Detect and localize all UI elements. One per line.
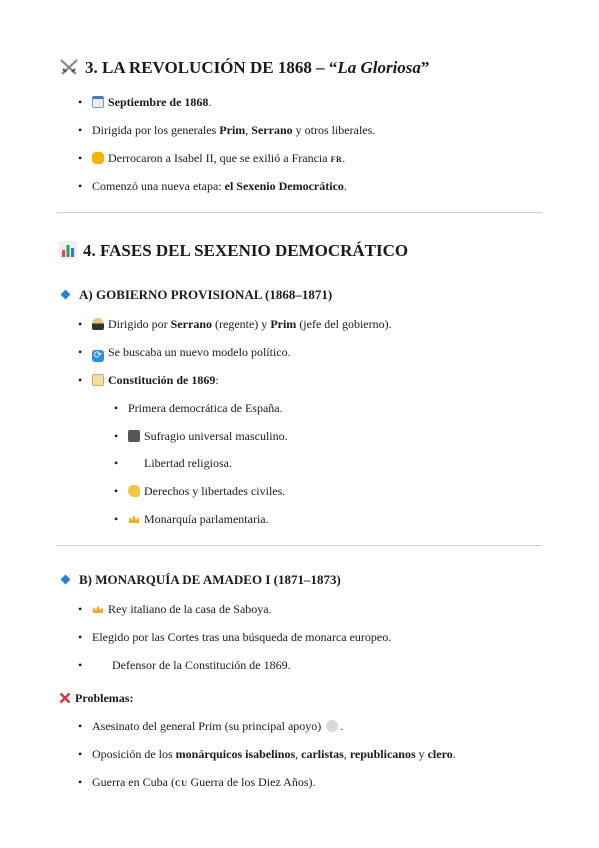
list-item: • Guerra en Cuba (CU Guerra de los Diez Años). — [92, 775, 316, 791]
list-item: • Derechos y libertades civiles. — [128, 484, 285, 498]
diamond-icon — [61, 290, 71, 300]
section-3-heading: 3. LA REVOLUCIÓN DE 1868 – “La Gloriosa” — [59, 58, 429, 78]
cross-mark-icon — [59, 692, 71, 704]
list-item: • Comenzó una nueva etapa: el Sexenio Democrático. — [92, 179, 347, 193]
list-item: • Rey italiano de la casa de Saboya. — [92, 602, 272, 616]
list-item: • Septiembre de 1868. — [92, 95, 211, 109]
list-item: • Oposición de los monárquicos isabelinos, carlistas, republicanos y clero. — [92, 747, 456, 761]
list-item: • Dirigida por los generales Prim, Serrano y otros liberales. — [92, 123, 375, 137]
scroll-icon — [92, 374, 104, 386]
crown-icon — [92, 603, 104, 615]
hand-icon — [128, 485, 140, 497]
crown-icon — [128, 513, 140, 525]
bar-chart-icon — [59, 241, 77, 259]
list-item: • ⟳ Se buscaba un nuevo modelo político. — [92, 345, 291, 362]
list-item: • Libertad religiosa. — [128, 456, 232, 470]
list-item: • Constitución de 1869: — [92, 373, 219, 387]
calendar-icon — [92, 96, 104, 108]
list-item: • Sufragio universal masculino. — [128, 429, 288, 443]
subsection-a-heading: A) GOBIERNO PROVISIONAL (1868–1871) — [62, 287, 332, 303]
person-icon — [92, 318, 104, 330]
list-item: • Elegido por las Cortes tras una búsqueda de monarca europeo. — [92, 630, 391, 644]
section-4-heading: 4. FASES DEL SEXENIO DEMOCRÁTICO — [59, 241, 408, 261]
raised-fist-icon — [92, 152, 104, 164]
list-item: • Defensor de la Constitución de 1869. — [92, 658, 291, 672]
ballot-icon — [128, 430, 140, 442]
subsection-b-heading: B) MONARQUÍA DE AMADEO I (1871–1873) — [62, 572, 341, 588]
list-item: • Asesinato del general Prim (su principal apoyo) . — [92, 719, 343, 733]
swords-icon — [59, 58, 79, 76]
list-item: • Derrocaron a Isabel II, que se exilió a Francia FR. — [92, 151, 345, 167]
arrows-cycle-icon: ⟳ — [93, 350, 103, 361]
list-item: • Monarquía parlamentaria. — [128, 512, 269, 526]
divider — [57, 212, 542, 213]
skull-icon — [326, 720, 338, 732]
list-item: • Primera democrática de España. — [128, 401, 283, 415]
list-item: • Dirigido por Serrano (regente) y Prim (jefe del gobierno). — [92, 317, 392, 331]
divider — [57, 545, 542, 546]
problems-label: Problemas: — [59, 691, 133, 705]
diamond-icon — [61, 575, 71, 585]
